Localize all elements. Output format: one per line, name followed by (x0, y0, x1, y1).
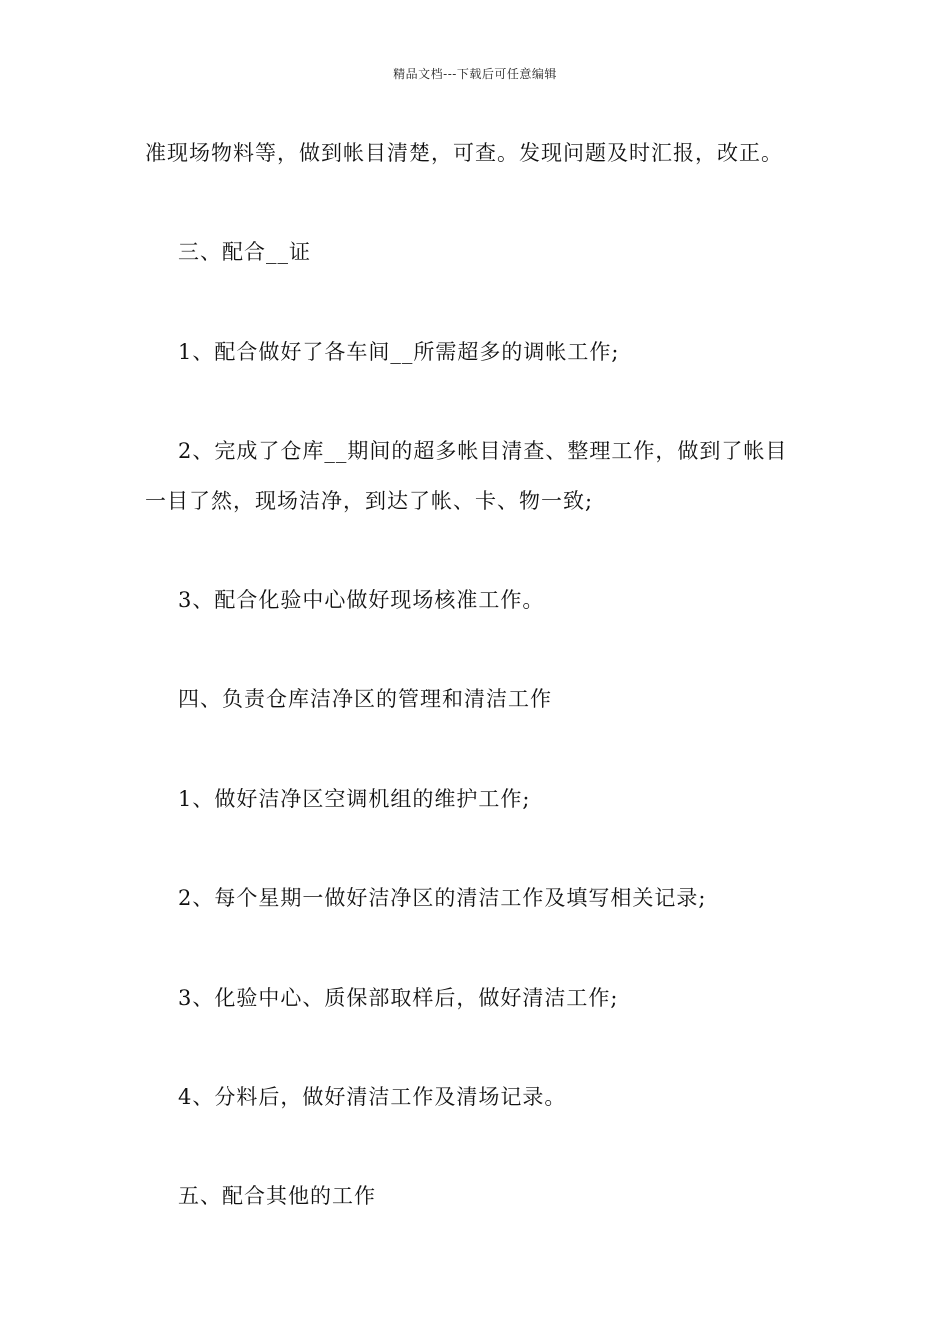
list-item: 3、配合化验中心做好现场核准工作。 (178, 588, 545, 612)
list-item: 2、完成了仓库__期间的超多帐目清查、整理工作，做到了帐目 (178, 439, 788, 463)
section-heading: 五、配合其他的工作 (178, 1184, 376, 1208)
list-item: 3、化验中心、质保部取样后，做好清洁工作; (178, 986, 619, 1010)
list-item: 2、每个星期一做好洁净区的清洁工作及填写相关记录; (178, 886, 707, 910)
list-item: 1、配合做好了各车间__所需超多的调帐工作; (178, 340, 620, 364)
page-header: 精品文档---下载后可任意编辑 (393, 67, 557, 81)
list-item: 4、分料后，做好清洁工作及清场记录。 (178, 1085, 567, 1109)
list-item-continuation: 一目了然，现场洁净，到达了帐、卡、物一致; (145, 489, 594, 513)
section-heading: 三、配合__证 (178, 240, 311, 264)
list-item: 1、做好洁净区空调机组的维护工作; (178, 787, 531, 811)
paragraph-line: 准现场物料等，做到帐目清楚，可查。发现问题及时汇报，改正。 (145, 141, 783, 165)
section-heading: 四、负责仓库洁净区的管理和清洁工作 (178, 687, 552, 711)
